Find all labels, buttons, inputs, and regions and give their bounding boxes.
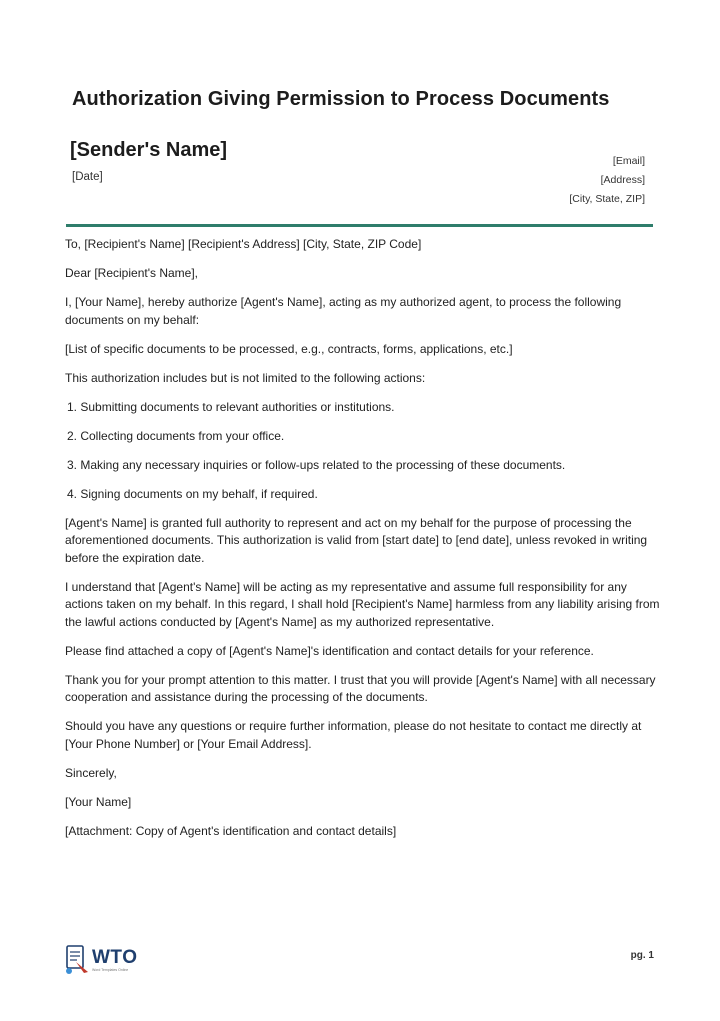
authority-paragraph: [Agent's Name] is granted full authority to represent and act on my behalf for the purpose of processing the aforementioned documents. This authorization is valid from [start date] to [end date], unless revoked in writing before the expiration date. xyxy=(65,515,648,565)
attachment-note: [Attachment: Copy of Agent's identification and contact details] xyxy=(65,823,397,838)
salutation: Dear [Recipient's Name], xyxy=(65,266,199,280)
logo-tagline: Word Templates Online xyxy=(92,968,129,972)
action-item: 1. Submitting documents to relevant authorities or institutions. xyxy=(67,399,395,414)
page-number: pg. 1 xyxy=(630,950,654,961)
signature-name: [Your Name] xyxy=(65,794,132,809)
action-item: 3. Making any necessary inquiries or follow-ups related to the processing of these documents. xyxy=(67,457,566,472)
document-title: Authorization Giving Permission to Process Documents xyxy=(72,88,610,110)
documents-list-placeholder: [List of specific documents to be processed, e.g., contracts, forms, applications, etc.] xyxy=(65,341,513,356)
attachment-paragraph: Please find attached a copy of [Agent's Name]'s identification and contact details for your reference. xyxy=(65,643,594,658)
questions-paragraph: Should you have any questions or require further information, please do not hesitate to contact me directly at [Your Phone Number] or [Your Email Address]. xyxy=(65,719,642,751)
action-item: 4. Signing documents on my behalf, if required. xyxy=(67,486,318,501)
actions-intro: This authorization includes but is not limited to the following actions: xyxy=(65,370,426,385)
document-icon xyxy=(64,944,90,976)
responsibility-paragraph: I understand that [Agent's Name] will be acting as my representative and assume full responsibility for any actions taken on my behalf. In this regard, I shall hold [Recipient's Name] harmless from any liability arising from the lawful actions conducted by [Agent's Name] as my authorized representative. xyxy=(65,579,660,629)
header-divider xyxy=(66,224,653,227)
intro-paragraph: I, [Your Name], hereby authorize [Agent's Name], acting as my authorized agent, to process the following documents on my behalf: xyxy=(65,295,622,327)
email-placeholder: [Email] xyxy=(612,155,645,167)
sender-name: [Sender's Name] xyxy=(70,139,228,161)
date-placeholder: [Date] xyxy=(72,171,103,183)
closing: Sincerely, xyxy=(65,765,117,780)
wto-logo xyxy=(64,944,154,978)
recipient-line: To, [Recipient's Name] [Recipient's Address] [City, State, ZIP Code] xyxy=(65,237,422,251)
letter-body xyxy=(65,236,665,852)
city-state-zip-placeholder: [City, State, ZIP] xyxy=(569,193,645,205)
sender-contact-block xyxy=(445,152,645,209)
thanks-paragraph: Thank you for your prompt attention to this matter. I trust that you will provide [Agent's Name] with all necessary cooperation and assistance during the processing of the documents. xyxy=(65,672,656,704)
logo-wordmark: WTO xyxy=(92,947,138,968)
address-placeholder: [Address] xyxy=(600,174,645,186)
action-item: 2. Collecting documents from your office. xyxy=(67,428,285,443)
